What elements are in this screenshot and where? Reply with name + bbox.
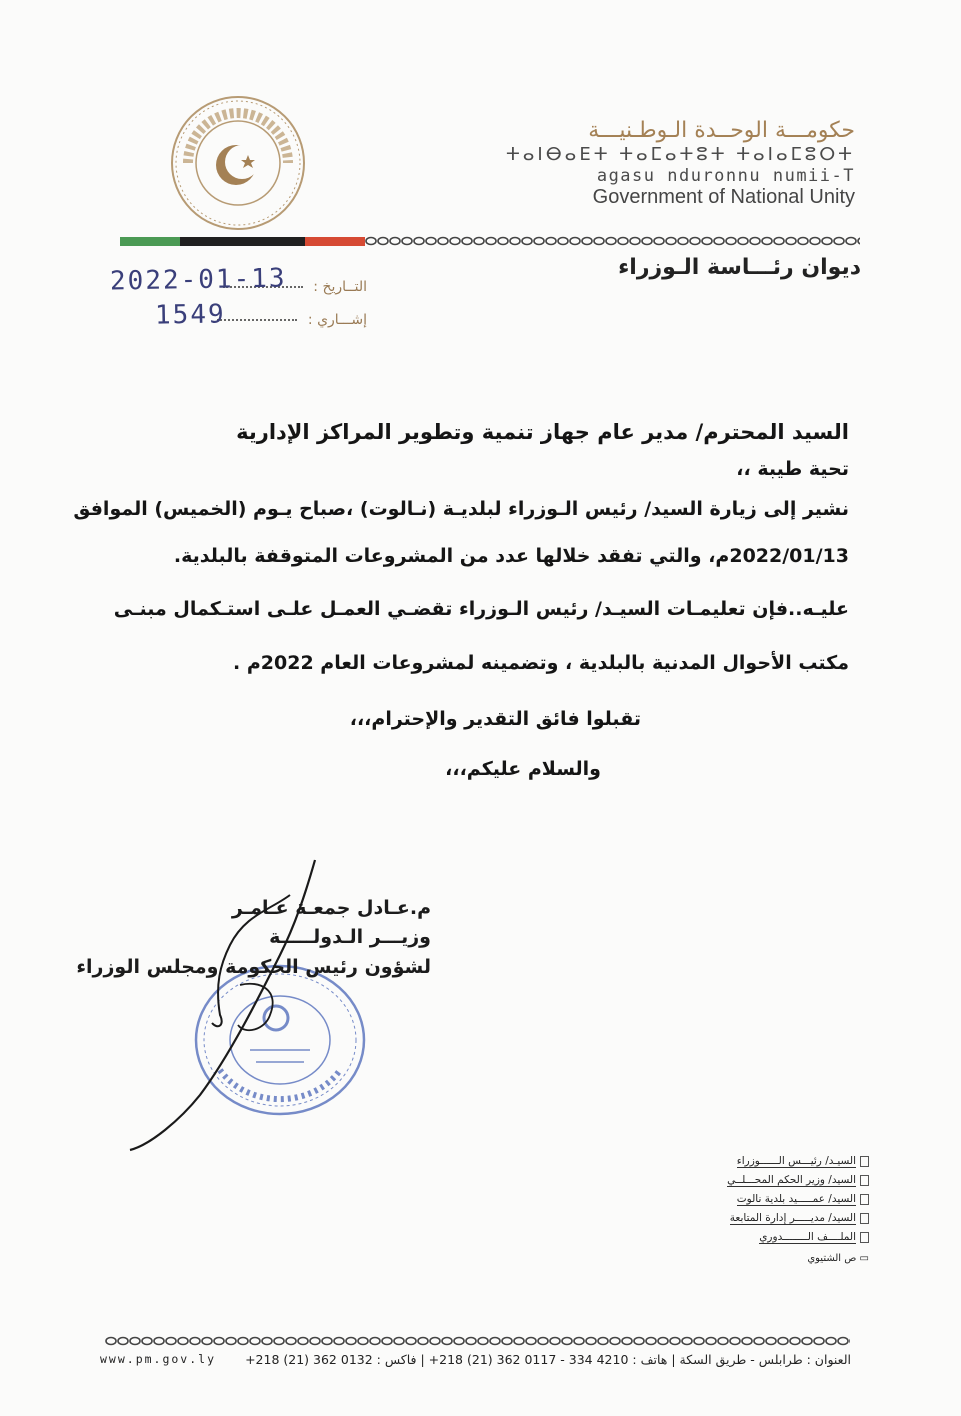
handwritten-reference: 1549: [154, 299, 226, 331]
checkbox-icon: [860, 1156, 869, 1167]
flag-stripe-green: [120, 237, 180, 246]
greeting: تحية طيبة ،،: [736, 458, 849, 480]
signatory-portfolio: لشؤون رئيس الحكومة ومجلس الوزراء: [76, 956, 431, 978]
reference-row: [217, 312, 367, 328]
chain-divider-bottom: [105, 1334, 850, 1348]
footer-website: www.pm.gov.ly: [100, 1352, 217, 1366]
paragraph-1-line-2: 2022/01/13م، والتي تفقد خلالها عدد من المشروعات المتوقفة بالبلدية.: [173, 545, 849, 567]
gov-name-english: Government of National Unity: [592, 186, 855, 208]
cc-item: السيد/ مديـــــر إدارة المتابعة: [727, 1209, 869, 1228]
date-label: التــاريخ :: [313, 279, 367, 295]
cc-item: السيـد/ رئيـــس الــــــوزراء: [727, 1152, 869, 1171]
gov-name-berber-latin: agasu nduronnu numii-T: [596, 166, 855, 186]
chain-divider-top: [365, 234, 860, 248]
checkbox-icon: [860, 1175, 869, 1186]
footer-address: العنوان : طرابلس - طريق السكة | هاتف : 4210 334 - 0117 362 (21) 218+ | فاكس : 0132 362 (21) 218+: [245, 1352, 851, 1367]
reference-dotted-line: [217, 319, 297, 321]
flag-stripe-red: [305, 237, 365, 246]
gov-name-tifinagh: ⵜⴰⵏⴱⴰⴹⵜ ⵜⴰⵎⴰⵜⵓⵜ ⵜⴰⵏⴰⵎⵓⵔⵜ: [505, 144, 855, 165]
paragraph-2-line-2: مكتب الأحوال المدنية بالبلدية ، وتضمينه لمشروعات العام 2022م .: [233, 652, 849, 674]
government-name-block: [506, 118, 855, 208]
cc-item: السيد/ وزير الحكم المحـــلــي: [727, 1171, 869, 1190]
gov-name-arabic: حكومـــة الوحــدة الـوطـنيـــة: [588, 118, 855, 143]
salutation: السيد المحترم/ مدير عام جهاز تنمية وتطوير المراكز الإدارية: [236, 420, 849, 444]
signatory-title: وزيـــر الـدولـــــة: [269, 926, 431, 948]
checkbox-icon: [860, 1194, 869, 1205]
office-title: ديوان رئـــاسة الـوزراء: [618, 255, 861, 280]
cc-initials: ▭ ص الشتيوي: [807, 1253, 869, 1264]
cc-list: [727, 1152, 869, 1268]
footer: [100, 1352, 851, 1367]
handwritten-signature: [120, 855, 350, 1155]
computer-icon: ▭: [856, 1253, 869, 1264]
flag-stripe-black: [180, 237, 305, 246]
peace-line: والسلام عليكم،،،: [445, 758, 601, 780]
checkbox-icon: [860, 1213, 869, 1224]
checkbox-icon: [860, 1232, 869, 1243]
cc-item: الملــــف الــــــــدوري: [727, 1228, 869, 1247]
handwritten-date: 2022-01-13: [109, 263, 287, 297]
reference-label: إشـــاري :: [307, 312, 367, 328]
government-emblem: [168, 93, 308, 233]
signatory-name: م.عـادل جمعـة عـامـر: [231, 897, 431, 919]
cc-item: السيد/ عمـــــيد بلدية نالوت: [727, 1190, 869, 1209]
paragraph-1-line-1: نشير إلى زيارة السيد/ رئيس الـوزراء لبلديـة (نـالوت) ،صباح يـوم (الخميس) الموافق: [73, 498, 849, 520]
paragraph-2-line-1: عليـه..فإن تعليمـات السيـد/ رئيس الـوزراء تقضـي العمـل علـى استـكمال مبنـى: [113, 598, 849, 620]
closing-line: تقبلوا فائق التقدير والإحترام،،،: [349, 708, 641, 730]
